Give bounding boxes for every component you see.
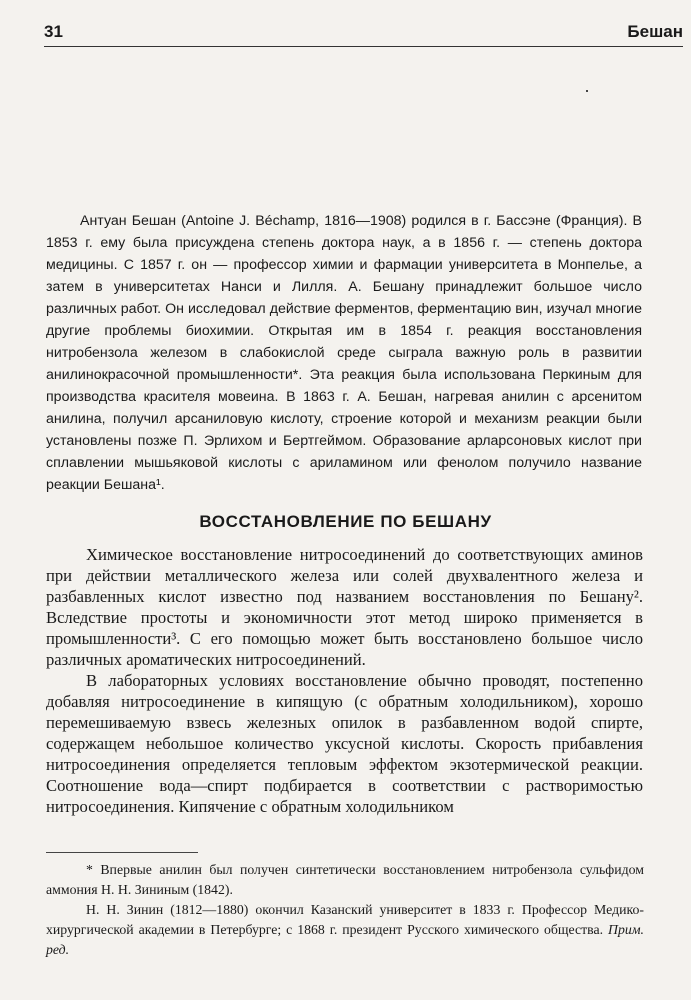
body-paragraph-1: Химическое восстановление нитросоединений до соответствующих аминов при действии металлического железа или солей двухвалентного железа и разбавленных кислот известно под названием восстановления по Бешану². Вследствие простоты и экономичности этот метод широко применяется в промышленности³. С его помощью может быть восстановлено большое число различных ароматических нитросоединений. <box>46 545 643 669</box>
section-title: ВОССТАНОВЛЕНИЕ ПО БЕШАНУ <box>199 512 492 531</box>
running-title: Бешан <box>627 22 683 41</box>
biography-block <box>46 210 642 496</box>
footnote-zinin <box>46 900 644 960</box>
editor-note: Прим. ред. <box>46 922 644 957</box>
biography-paragraph: Антуан Бешан (Antoine J. Béchamp, 1816—1908) родился в г. Бассэне (Франция). В 1853 г. ему была присуждена степень доктора наук, а в 1856 г. — степень доктора медицины. С 1857 г. он — профессор химии и фармации университета в Монпелье, а затем в университетах Нанси и Лилля. А. Бешану принадлежит большое число различных работ. Он исследовал действие ферментов, ферментацию вин, изучал многие другие проблемы биохимии. Открытая им в 1854 г. реакция восстановления нитробензола железом в слабокислой среде сыграла важную роль в развитии анилинокрасочной промышленности*. Эта реакция была использована Перкиным для производства красителя мовеина. В 1863 г. А. Бешан, нагревая анилин с арсенитом анилина, получил арсаниловую кислоту, строение которой и механизм реакции были установлены позже П. Эрлихом и Бертгеймом. Образование арларсоновых кислот при сплавлении мышьяковой кислоты с ариламином или фенолом получило название реакции Бешана¹. <box>46 213 642 493</box>
page-number: 31 <box>44 22 63 41</box>
speck <box>586 90 588 92</box>
footnotes <box>46 860 644 960</box>
main-text <box>46 544 643 817</box>
running-head <box>44 22 683 47</box>
footnote-star: * Впервые анилин был получен синтетически восстановлением нитробензола сульфидом аммония Н. Н. Зининым (1842). <box>46 862 644 897</box>
footnote-rule <box>46 852 198 853</box>
footnote-zinin-text: Н. Н. Зинин (1812—1880) окончил Казанский университет в 1833 г. Профессор Медико-хирургической академии в Петербурге; с 1868 г. президент Русского химического общества. <box>46 902 644 937</box>
body-paragraph-2: В лабораторных условиях восстановление обычно проводят, постепенно добавляя нитросоединение в кипящую (с обратным холодильником), хорошо перемешиваемую взвесь железных опилок в разбавленном водой спирте, содержащем небольшое количество уксусной кислоты. Скорость прибавления нитросоединения определяется тепловым эффектом экзотермической реакции. Соотношение вода—спирт подбирается в соответствии с растворимостью нитросоединения. Кипячение с обратным холодильником <box>46 671 643 816</box>
